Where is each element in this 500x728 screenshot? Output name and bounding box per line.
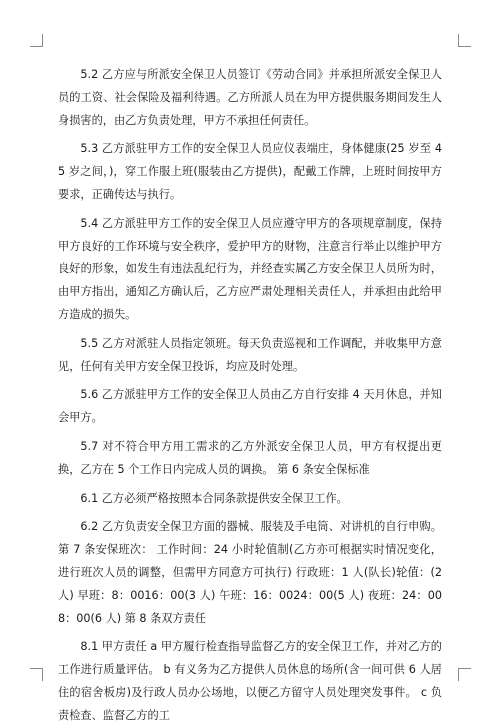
clause-5-6: 5.6 乙方派驻甲方工作的安全保卫人员由乙方自行安排 4 天月休息，并知会甲方。 — [58, 388, 442, 425]
clause-5-4: 5.4 乙方派驻甲方工作的安全保卫人员应遵守甲方的各项规章制度，保持甲方良好的工作环境与安全秩序，爱护甲方的财物，注意言行举止以维护甲方良好的形象，如发生有违法乱纪行为，并经查实属乙方安全保卫人员所为时，由甲方指出，通知乙方确认后，乙方应严肃处理相关责任人，并承担由此给甲方造成的损失。 — [58, 216, 442, 321]
clause-6-2: 6.2 乙方负责安全保卫方面的器械、服装及手电筒、对讲机的自行申购。 第 7 条安保班次： 工作时间：24 小时轮值制(乙方亦可根据实时情况变化，进行班次人员的调整，但需甲方同意方可执行) 行政班：1 人(队长)轮值：(2 人) 早班：8：0016：00(3 人) 午班：16：0024：00(5 人) 夜班：24：008：00(6 人) 第 8 条双方责任 — [58, 520, 442, 625]
clause-5-3: 5.3 乙方派驻甲方工作的安全保卫人员应仪表端庄，身体健康(25 岁至 45 岁之间，)，穿工作服上班(服装由乙方提供)，配戴工作牌，上班时间按甲方要求，正确传达与执行。 — [58, 142, 442, 201]
clause-6-1: 6.1 乙方必须严格按照本合同条款提供安全保卫工作。 — [80, 491, 348, 505]
clause-5-2: 5.2 乙方应与所派安全保卫人员签订《劳动合同》并承担所派安全保卫人员的工资、社会保险及福利待遇。乙方所派人员在为甲方提供服务期间发生人身损害的，由乙方负责处理，甲方不承担任何责任。 — [58, 68, 442, 127]
document-body — [58, 64, 442, 728]
crop-mark-bottom-left — [30, 668, 43, 681]
crop-mark-top-left — [30, 34, 43, 47]
clause-8-1: 8.1 甲方责任 a 甲方履行检查指导监督乙方的安全保卫工作，并对乙方的工作进行质量评估。 b 有义务为乙方提供人员休息的场所(含一间可供 6 人居住的宿舍板房)及行政人员办公场地，以便乙方留守人员处理突发事件。 c 负责检查、监督乙方的工 — [58, 640, 442, 722]
crop-mark-bottom-right — [458, 668, 471, 681]
clause-5-7: 5.7 对不符合甲方用工需求的乙方外派安全保卫人员，甲方有权提出更换，乙方在 5 个工作日内完成人员的调换。 第 6 条安全保标准 — [58, 439, 442, 476]
crop-mark-top-right — [458, 34, 471, 47]
clause-5-5: 5.5 乙方对派驻人员指定领班。每天负责巡视和工作调配，并收集甲方意见，任何有关甲方安全保卫投诉，均应及时处理。 — [58, 336, 442, 373]
